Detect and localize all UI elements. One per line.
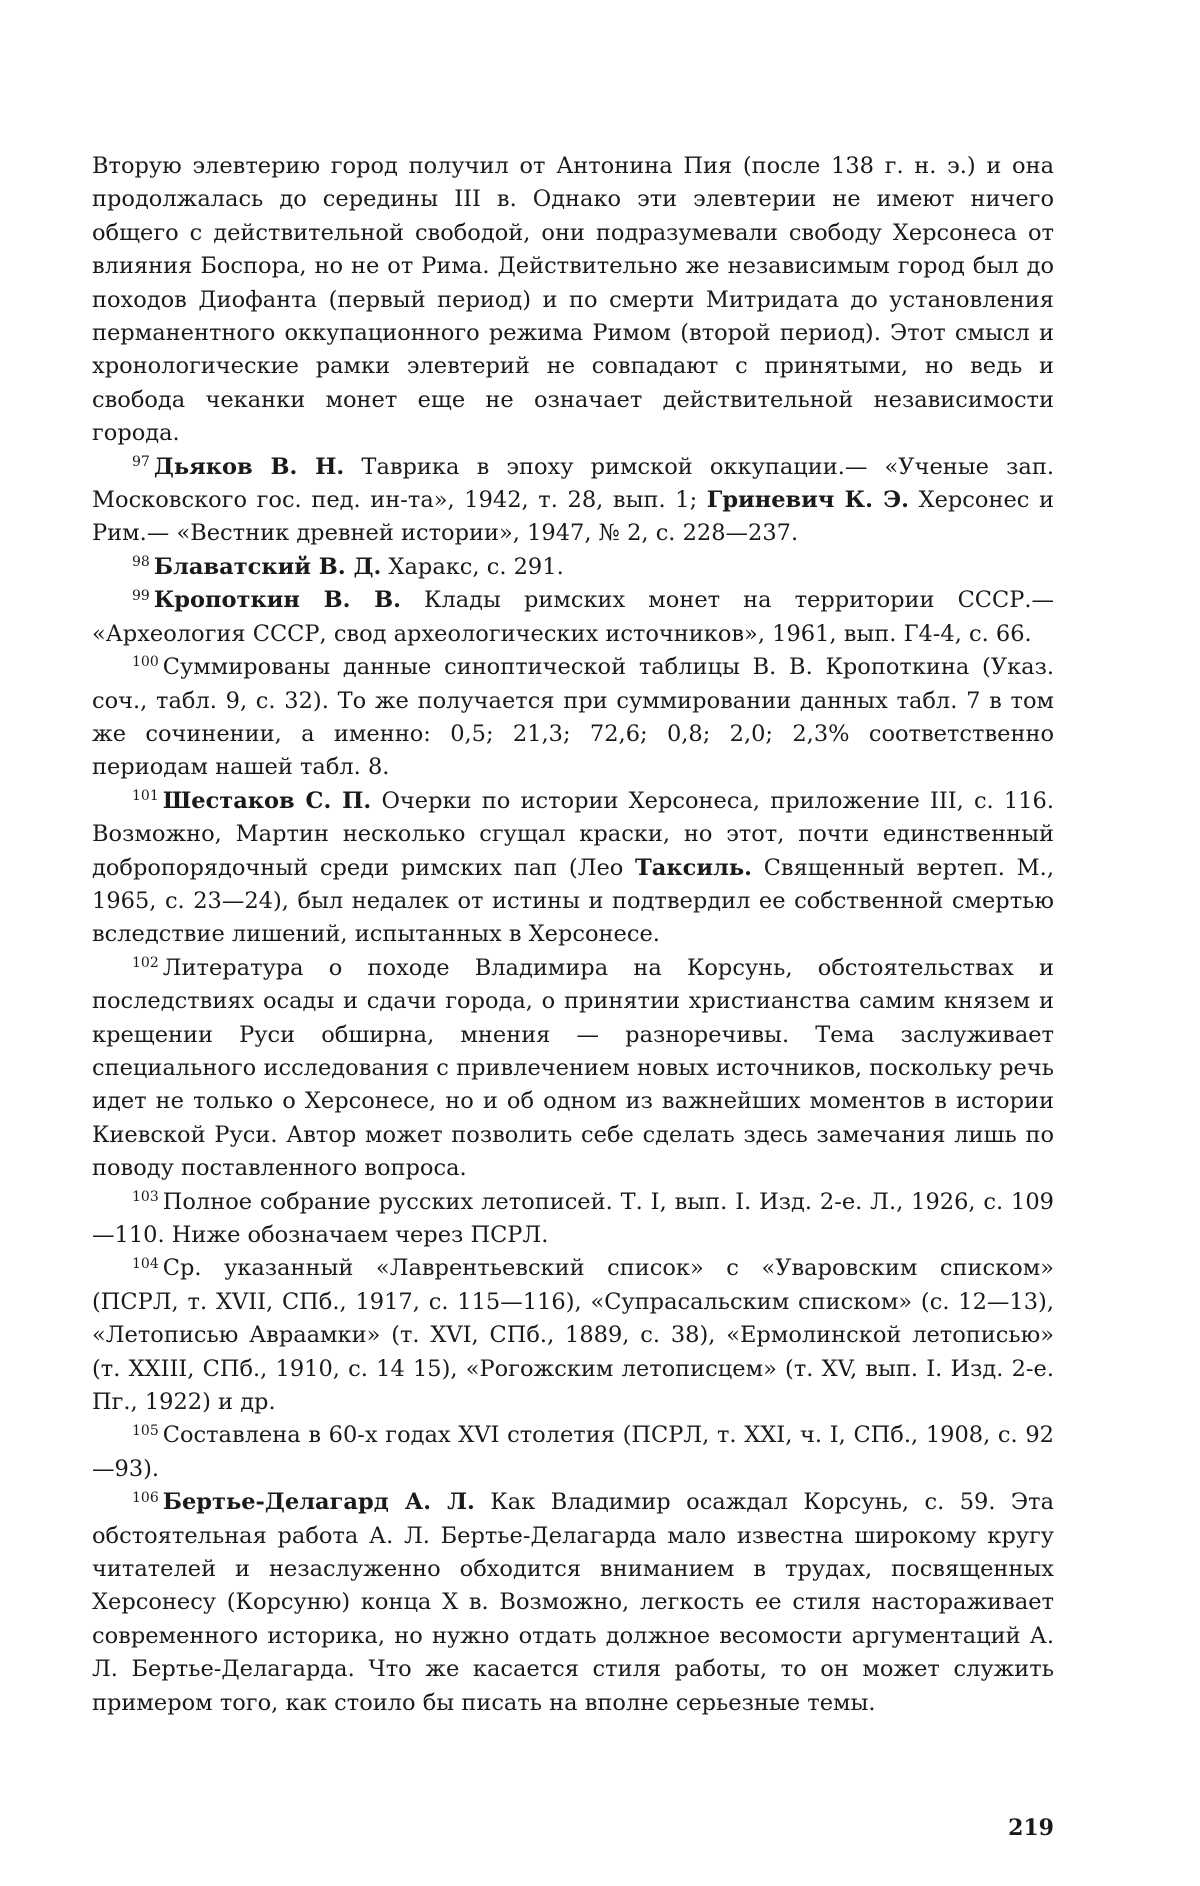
footnote-105 [92, 1419, 1054, 1486]
footnote-number: 105 [132, 1422, 159, 1439]
footnote-text: Составлена в 60-х годах XVI столетия (ПСРЛ, т. XXI, ч. I, СПб., 1908, с. 92—93). [92, 1422, 1054, 1482]
page-body [92, 150, 1054, 1720]
footnote-number: 101 [132, 788, 159, 805]
footnote-author: Блаватский В. Д. [153, 553, 382, 580]
footnote-103 [92, 1186, 1054, 1253]
footnote-text: Клады римских монет на территории СССР.— «Археология СССР, свод археологических источников», 1961, вып. Г4-4, с. 66. [92, 587, 1055, 647]
footnote-number: 103 [132, 1188, 159, 1205]
footnote-102 [92, 952, 1054, 1186]
footnote-99 [92, 584, 1054, 651]
footnote-author: Кропоткин В. В. [153, 587, 402, 614]
footnotes [92, 451, 1054, 1720]
footnote-number: 99 [132, 587, 150, 604]
footnote-text: Суммированы данные синоптической таблицы В. В. Кропоткина (Указ. соч., табл. 9, с. 32). То же получается при суммировании данных табл. 7 в том же сочинении, а именно: 0,5; 21,3; 72,6; 0,8; 2,0; 2,3% соответственно периодам нашей табл. 8. [92, 654, 1054, 781]
footnote-author: Шестаков С. П. [162, 787, 372, 814]
page-number: 219 [1008, 1815, 1054, 1841]
footnote-101 [92, 785, 1054, 952]
intro-paragraph: Вторую элевтерию город получил от Антонина Пия (после 138 г. н. э.) и она продолжалась до середины III в. Однако эти элевтерии не имеют ничего общего с действительной свободой, они подразумевали свободу Херсонеса от влияния Боспора, но не от Рима. Действительно же независимым город был до походов Диофанта (первый период) и по смерти Митридата до установления перманентного оккупационного режима Римом (второй период). Этот смысл и хронологические рамки элевтерий не совпадают с принятыми, но ведь и свобода чеканки монет еще не означает действительной независимости города. [92, 153, 1054, 447]
footnote-text: Херсонес и Рим.— «Вестник древней истории», 1947, № 2, с. 228—237. [92, 487, 1054, 547]
footnote-author: Гриневич К. Э. [706, 487, 909, 514]
footnote-100 [92, 651, 1054, 785]
footnote-text: Таврика в эпоху римской оккупации.— «Ученые зап. Московского гос. пед. ин-та», 1942, т. 28, вып. 1; [92, 453, 1054, 514]
footnote-text: Харакс, с. 291. [381, 553, 564, 580]
footnote-98 [92, 551, 1054, 584]
footnote-number: 100 [132, 654, 159, 671]
footnote-number: 106 [132, 1489, 159, 1506]
footnote-text: Очерки по истории Херсонеса, приложение III, с. 116. Возможно, Мартин несколько сгущал краски, но этот, почти единственный добропорядочный среди римских пап (Лео [92, 787, 1054, 881]
footnote-97 [92, 451, 1054, 551]
footnote-text: Как Владимир осаждал Корсунь, с. 59. Эта обстоятельная работа А. Л. Бертье-Делагарда мало известна широкому кругу читателей и незаслуженно обходится вниманием в трудах, посвященных Херсонесу (Корсуню) конца X в. Возможно, легкость ее стиля настораживает современного историка, но нужно отдать должное весомости аргументаций А. Л. Бертье-Делагарда. Что же касается стиля работы, то он может служить примером того, как стоило бы писать на вполне серьезные темы. [92, 1489, 1055, 1716]
footnote-text: Ср. указанный «Лаврентьевский список» с «Уваровским списком» (ПСРЛ, т. XVII, СПб., 1917, с. 115—116), «Супрасальским списком» (с. 12—13), «Летописью Авраамки» (т. XVI, СПб., 1889, с. 38), «Ермолинской летописью» (т. XXIII, СПб., 1910, с. 14 15), «Рогожским летописцем» (т. XV, вып. I. Изд. 2-е. Пг., 1922) и др. [92, 1255, 1054, 1416]
footnote-number: 97 [132, 453, 150, 470]
footnote-author: Дьяков В. Н. [153, 453, 345, 480]
footnote-106 [92, 1486, 1054, 1720]
footnote-author: Таксиль. [635, 854, 752, 881]
footnote-number: 98 [132, 554, 150, 571]
footnote-text: Полное собрание русских летописей. Т. I, вып. I. Изд. 2-е. Л., 1926, с. 109—110. Ниже обозначаем через ПСРЛ. [92, 1188, 1054, 1248]
footnote-text: Литература о походе Владимира на Корсунь, обстоятельствах и последствиях осады и сдачи города, о принятии христианства самим князем и крещении Руси обширна, мнения — разноречивы. Тема заслуживает специального исследования с привлечением новых источников, поскольку речь идет не только о Херсонесе, но и об одном из важнейших моментов в истории Киевской Руси. Автор может позволить себе сделать здесь замечания лишь по поводу поставленного вопроса. [92, 954, 1054, 1182]
footnote-text: Священный вертеп. М., 1965, с. 23—24), был недалек от истины и подтвердил ее собственной смертью вследствие лишений, испытанных в Херсонесе. [92, 854, 1054, 948]
footnote-104 [92, 1252, 1054, 1419]
footnote-number: 102 [132, 955, 159, 972]
footnote-author: Бертье-Делагард А. Л. [162, 1489, 475, 1516]
footnote-number: 104 [132, 1255, 159, 1272]
